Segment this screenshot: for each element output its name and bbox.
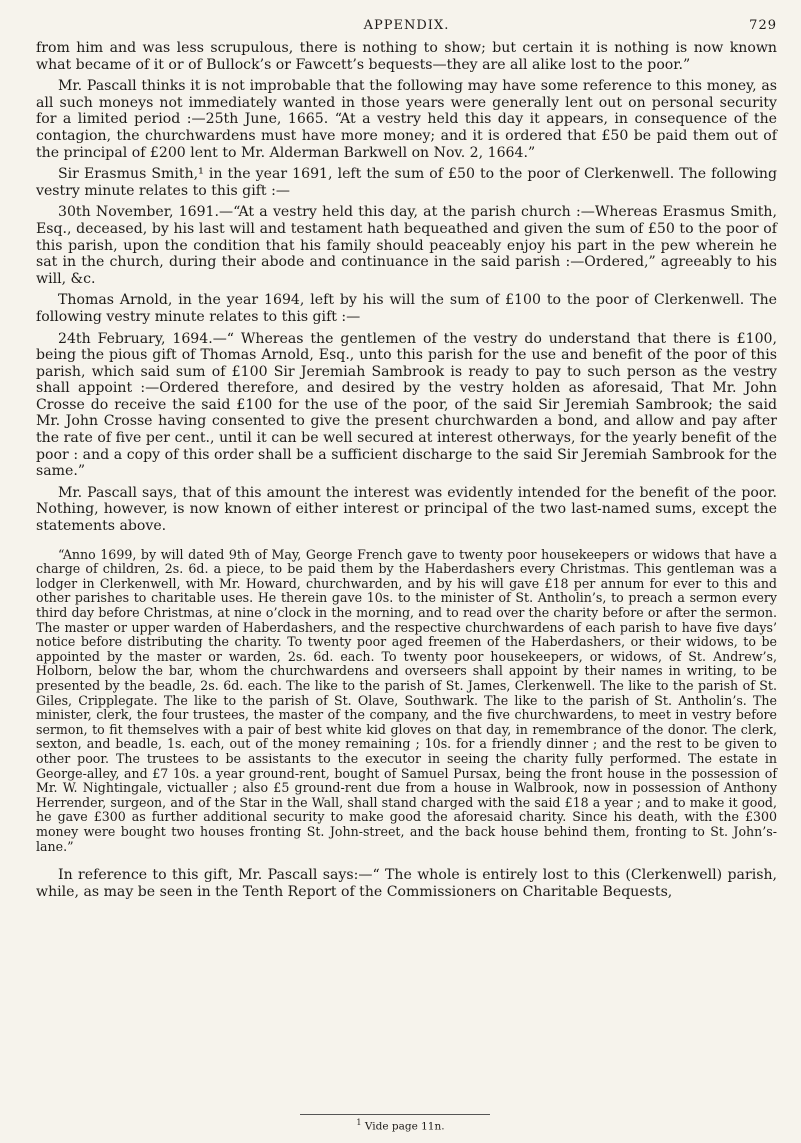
footnote-divider xyxy=(300,1114,490,1115)
running-head-title: APPENDIX. xyxy=(363,18,450,33)
paragraph: 24th February, 1694.—“ Whereas the gentlemen of the vestry do understand that there is £100, being the pious gift of Thomas Arnold, Esq., unto this parish for the use and benefit of the poor of this parish, which said sum of £100 Sir Jeremiah Sambrook is ready to pay to such person as the vestry shall appoint :—Ordered therefore, and desired by the vestry holden as aforesaid, That Mr. John Crosse do receive the said £100 for the use of the poor, of the said Sir Jeremiah Sambrook; the said Mr. John Crosse having consented to give the present churchwarden a bond, and allow and pay after the rate of five per cent., until it can be well secured at interest otherways, for the yearly benefit of the poor : and a copy of this order shall be a sufficient discharge to the said Sir Jeremiah Sambrook for the same.” xyxy=(36,330,777,480)
page-number: 729 xyxy=(749,18,777,33)
paragraph: In reference to this gift, Mr. Pascall says:—“ The whole is entirely lost to this (Clerkenwell) parish, while, as may be seen in the Tenth Report of the Commissioners on Charitable Bequests, xyxy=(36,867,777,900)
paragraph: Sir Erasmus Smith,¹ in the year 1691, left the sum of £50 to the poor of Clerkenwell. The following vestry minute relates to this gift :— xyxy=(36,166,777,199)
running-head xyxy=(36,18,777,40)
paragraph: Mr. Pascall says, that of this amount the interest was evidently intended for the benefit of the poor. Nothing, however, is now known of either interest or principal of the two last-named sums, except the statements above. xyxy=(36,484,777,535)
footnote-text: Vide page 11n. xyxy=(364,1120,445,1133)
paragraph: from him and was less scrupulous, there is nothing to show; but certain it is nothing is now known what became of it or of Bullock’s or Fawcett’s bequests—they are all alike lost to the poor.” xyxy=(36,40,777,73)
paragraph: Mr. Pascall thinks it is not improbable that the following may have some reference to this money, as all such moneys not immediately wanted in those years were generally lent out on personal security for a limited period :—25th June, 1665. “At a vestry held this day it appears, in consequence of the contagion, the churchwardens must have more money; and it is ordered that £50 be paid them out of the principal of £200 lent to Mr. Alderman Barkwell on Nov. 2, 1664.” xyxy=(36,78,777,161)
footnote xyxy=(0,1118,801,1133)
quoted-extract: “Anno 1699, by will dated 9th of May, George French gave to twenty poor housekeepers or widows that have a charge of children, 2s. 6d. a piece, to be paid them by the Haberdashers every Christmas. This gentleman was a lodger in Clerkenwell, with Mr. Howard, churchwarden, and by his will gave £18 per annum for ever to this and other parishes to charitable uses. He therein gave 10s. to the minister of St. Antholin’s, to preach a sermon every third day before Christmas, at nine o’clock in the morning, and to read over the charity before or after the sermon. The master or upper warden of Haberdashers, and the respective churchwardens of each parish to have five days’ notice before distributing the charity. To twenty poor aged freemen of the Haberdashers, or their widows, to be appointed by the master or warden, 2s. 6d. each. To twenty poor housekeepers, or widows, of St. Andrew’s, Holborn, below the bar, whom the churchwardens and overseers shall appoint by their names in writing, to be presented by the beadle, 2s. 6d. each. The like to the parish of St. James, Clerkenwell. The like to the parish of St. Giles, Cripplegate. The like to the parish of St. Olave, Southwark. The like to the parish of St. Antholin’s. The minister, clerk, the four trustees, the master of the company, and the five churchwardens, to meet in vestry before sermon, to fit themselves with a pair of best white kid gloves on that day, in remembrance of the donor. The clerk, sexton, and beadle, 1s. each, out of the money remaining ; 10s. for a friendly dinner ; and the rest to be given to other poor. The trustees to be assistants to the executor in seeing the charity fully performed. The estate in George-alley, and £7 10s. a year ground-rent, bought of Samuel Pursax, being the front house in the possession of Mr. W. Nightingale, victualler ; also £5 ground-rent due from a house in Walbrook, now in possession of Anthony Herrender, surgeon, and of the Star in the Wall, shall stand charged with the said £18 a year ; and to make it good, he gave £300 as further additional security to make good the aforesaid charity. Since his death, with the £300 money were bought two houses fronting St. John-street, and the back house behind them, fronting to St. John’s-lane.” xyxy=(36,546,777,854)
footnote-marker: 1 xyxy=(356,1118,362,1127)
paragraph: Thomas Arnold, in the year 1694, left by his will the sum of £100 to the poor of Clerkenwell. The following vestry minute relates to this gift :— xyxy=(36,292,777,325)
paragraph: 30th November, 1691.—“At a vestry held this day, at the parish church :—Whereas Erasmus Smith, Esq., deceased, by his last will and testament hath bequeathed and given the sum of £50 to the poor of this parish, upon the condition that his family should peaceably enjoy his part in the pew wherein he sat in the church, during their abode and continuance in the said parish :—Ordered,” agreeably to his will, &c. xyxy=(36,204,777,287)
page-body xyxy=(36,40,777,900)
